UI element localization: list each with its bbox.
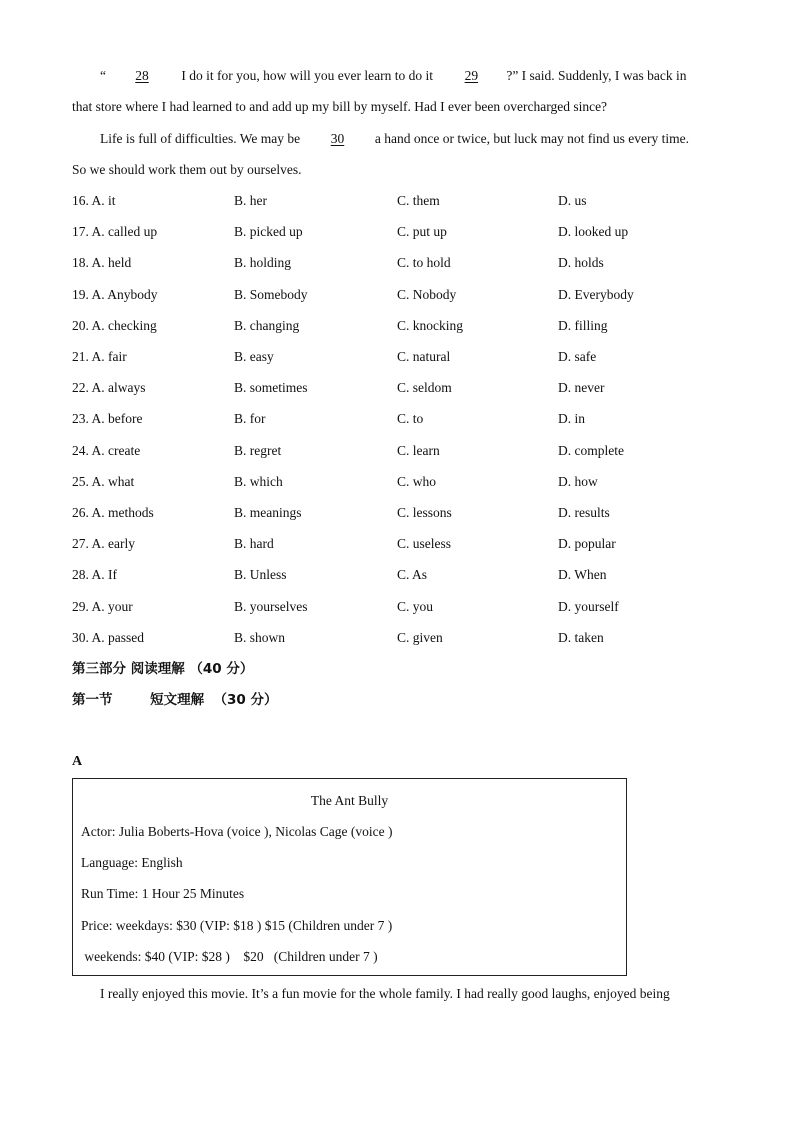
movie-info-box: [72, 778, 627, 976]
option-b: B. Somebody: [234, 287, 308, 302]
option-a: 19. A. Anybody: [72, 287, 158, 302]
option-b: B. hard: [234, 536, 274, 551]
option-a: 17. A. called up: [72, 224, 158, 239]
question-row: [72, 348, 732, 366]
option-c: C. knocking: [397, 318, 463, 333]
question-row: [72, 504, 732, 522]
question-row: [72, 192, 732, 210]
blank-29: 29: [464, 68, 479, 83]
review-line: I really enjoyed this movie. It’s a fun movie for the whole family. I had really good laughs, enjoyed being: [100, 986, 670, 1001]
option-b: B. picked up: [234, 224, 303, 239]
question-row: [72, 473, 732, 491]
question-row: [72, 566, 732, 584]
option-c: C. natural: [397, 349, 451, 364]
blank-28: 28: [135, 68, 149, 83]
option-b: B. changing: [234, 318, 300, 333]
option-c: C. them: [397, 193, 440, 208]
option-d: D. complete: [558, 443, 624, 458]
option-c: C. to hold: [397, 255, 451, 270]
option-b: B. easy: [234, 349, 274, 364]
passage-text: I do it for you, how will you ever learn to do it: [178, 68, 437, 83]
passage-line-1: [100, 67, 687, 85]
option-d: D. safe: [558, 349, 597, 364]
movie-title: The Ant Bully: [310, 793, 389, 808]
question-row: [72, 629, 732, 647]
option-a: 28. A. If: [72, 567, 117, 582]
option-d: D. how: [558, 474, 598, 489]
movie-run-time: Run Time: 1 Hour 25 Minutes: [81, 886, 245, 901]
option-c: C. put up: [397, 224, 447, 239]
option-b: B. holding: [234, 255, 292, 270]
movie-actor: Actor: Julia Boberts-Hova (voice ), Nicolas Cage (voice ): [81, 824, 393, 839]
passage-text: Life is full of difficulties. We may be: [100, 131, 304, 146]
option-d: D. When: [558, 567, 607, 582]
passage-text: ?” I said. Suddenly, I was back in: [506, 68, 687, 83]
option-d: D. popular: [558, 536, 616, 551]
question-row: [72, 410, 732, 428]
option-c: C. Nobody: [397, 287, 457, 302]
option-d: D. us: [558, 193, 587, 208]
option-d: D. in: [558, 411, 585, 426]
option-d: D. never: [558, 380, 605, 395]
option-a: 30. A. passed: [72, 630, 144, 645]
option-d: D. holds: [558, 255, 604, 270]
option-a: 29. A. your: [72, 599, 133, 614]
passage-label: A: [72, 754, 83, 769]
question-row: [72, 535, 732, 553]
option-c: C. lessons: [397, 505, 452, 520]
option-b: B. regret: [234, 443, 282, 458]
blank-30: 30: [330, 131, 345, 146]
movie-language: Language: English: [81, 855, 183, 870]
option-c: C. As: [397, 567, 428, 582]
option-b: B. meanings: [234, 505, 302, 520]
option-c: C. you: [397, 599, 434, 614]
option-a: 18. A. held: [72, 255, 132, 270]
option-b: B. Unless: [234, 567, 287, 582]
question-row: [72, 379, 732, 397]
question-row: [72, 254, 732, 272]
sub-heading: 第一节 短文理解 （30 分）: [72, 692, 278, 708]
option-d: D. yourself: [558, 599, 619, 614]
option-c: C. useless: [397, 536, 451, 551]
option-b: B. her: [234, 193, 267, 208]
question-row: [72, 223, 732, 241]
passage-line-2: that store where I had learned to and add up my bill by myself. Had I ever been overcharged since?: [72, 99, 608, 114]
option-b: B. shown: [234, 630, 286, 645]
open-quote: “: [100, 68, 106, 83]
passage-line-3: [100, 130, 689, 148]
option-d: D. results: [558, 505, 610, 520]
option-b: B. sometimes: [234, 380, 308, 395]
option-c: C. given: [397, 630, 443, 645]
option-b: B. which: [234, 474, 283, 489]
option-b: B. yourselves: [234, 599, 308, 614]
option-d: D. filling: [558, 318, 608, 333]
option-c: C. who: [397, 474, 437, 489]
option-c: C. seldom: [397, 380, 452, 395]
option-a: 25. A. what: [72, 474, 135, 489]
option-a: 22. A. always: [72, 380, 146, 395]
question-row: [72, 286, 732, 304]
option-a: 26. A. methods: [72, 505, 154, 520]
movie-price-weekends: weekends: $40 (VIP: $28 ) $20 (Children under 7 ): [81, 949, 378, 964]
passage-text: a hand once or twice, but luck may not find us every time.: [371, 131, 690, 146]
option-d: D. looked up: [558, 224, 629, 239]
option-a: 27. A. early: [72, 536, 135, 551]
option-a: 16. A. it: [72, 193, 116, 208]
option-c: C. learn: [397, 443, 440, 458]
option-b: B. for: [234, 411, 266, 426]
question-row: [72, 317, 732, 335]
passage-line-4: So we should work them out by ourselves.: [72, 162, 302, 177]
option-d: D. taken: [558, 630, 604, 645]
option-a: 24. A. create: [72, 443, 141, 458]
question-row: [72, 442, 732, 460]
question-row: [72, 598, 732, 616]
part-heading: 第三部分 阅读理解 （40 分）: [72, 661, 254, 677]
option-c: C. to: [397, 411, 424, 426]
option-d: D. Everybody: [558, 287, 634, 302]
option-a: 23. A. before: [72, 411, 143, 426]
movie-price-weekdays: Price: weekdays: $30 (VIP: $18 ) $15 (Children under 7 ): [81, 918, 393, 933]
option-a: 21. A. fair: [72, 349, 127, 364]
option-a: 20. A. checking: [72, 318, 157, 333]
